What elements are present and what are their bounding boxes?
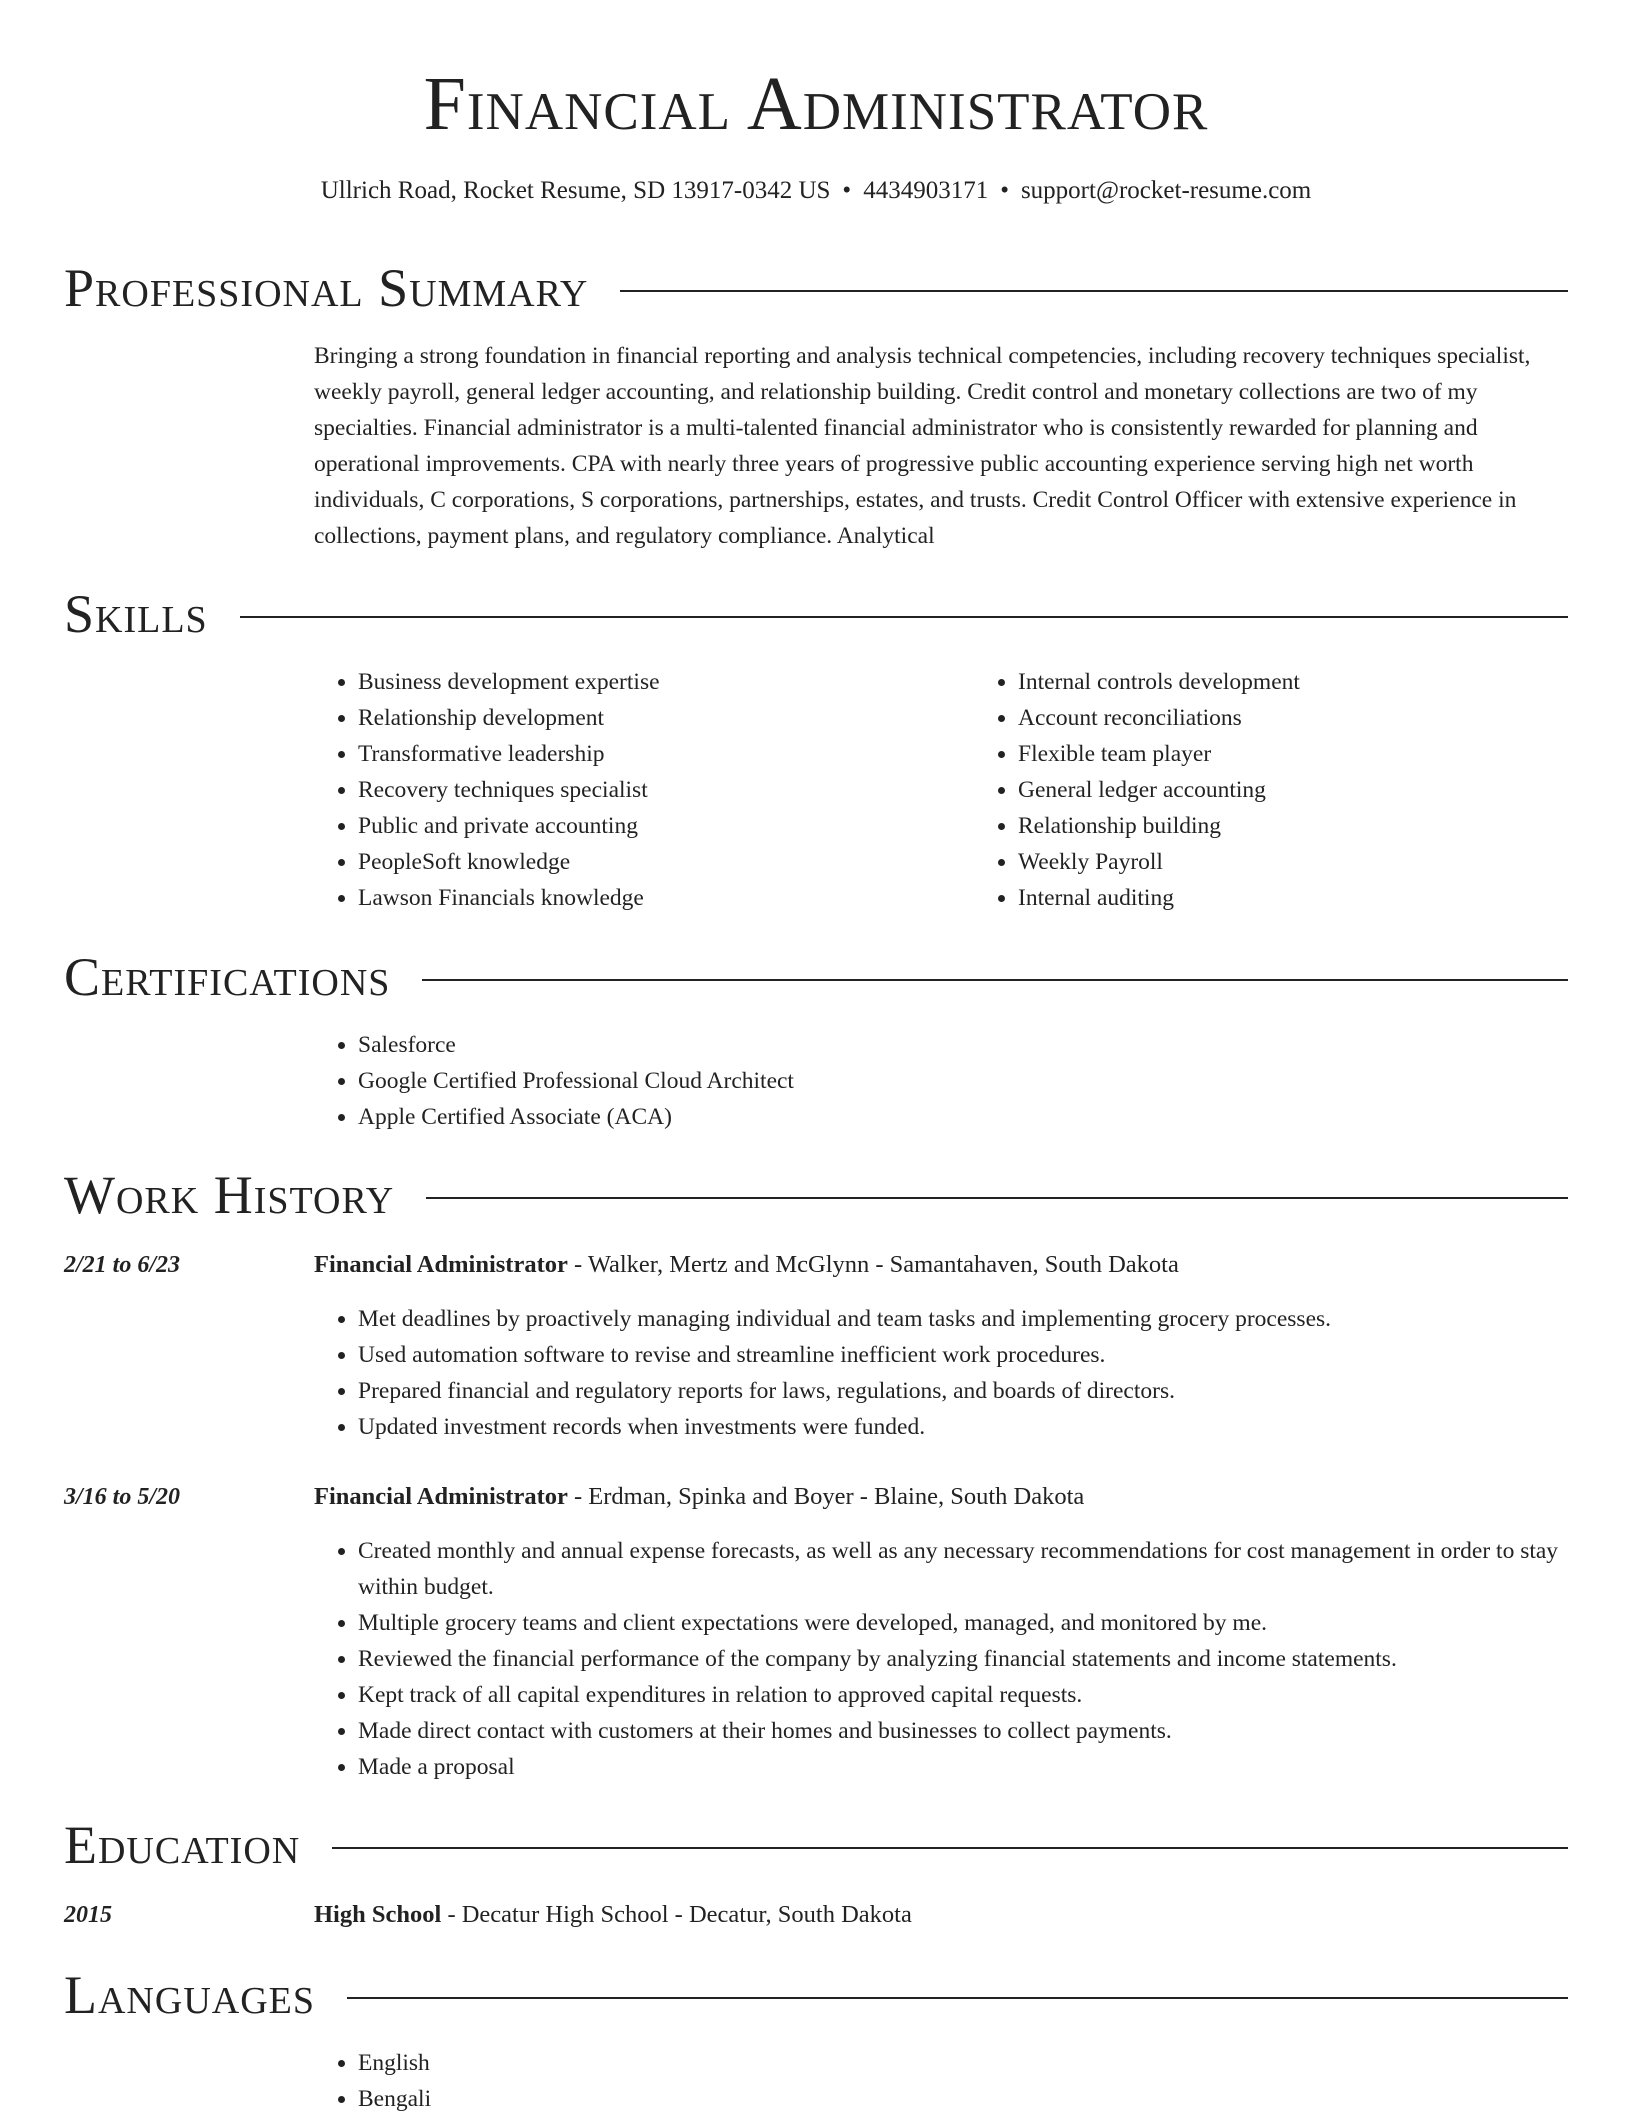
certification-item: • Apple Certified Associate (ACA)	[358, 1099, 1568, 1135]
job-bullet: • Used automation software to revise and streamline inefficient work procedures.	[358, 1337, 1568, 1373]
resume-title: Financial Administrator	[423, 62, 1209, 146]
job-dates: 3/16 to 5/20	[64, 1484, 181, 1510]
contact-address: Ullrich Road, Rocket Resume, SD 13917-0342 US	[320, 177, 831, 204]
education-heading	[314, 1897, 1568, 1933]
languages-list	[314, 2045, 1568, 2117]
certifications-list	[314, 1027, 1568, 1135]
skill-item: • Public and private accounting	[358, 808, 974, 844]
section-divider	[332, 1847, 1568, 1849]
skill-item: • Flexible team player	[1018, 736, 1632, 772]
job-responsibilities	[314, 1301, 1568, 1445]
skill-item: • Business development expertise	[358, 664, 974, 700]
skill-item: • Transformative leadership	[358, 736, 974, 772]
section-heading-label: Work History	[64, 1165, 395, 1225]
skills-column-left	[314, 664, 974, 916]
job-title: Financial Administrator	[314, 1483, 568, 1510]
skill-item: • Weekly Payroll	[1018, 844, 1632, 880]
skills-column-right	[974, 664, 1632, 916]
skill-item: • General ledger accounting	[1018, 772, 1632, 808]
section-heading-label: Languages	[64, 1965, 315, 2025]
section-heading-label: Professional Summary	[64, 258, 589, 318]
section-heading-skills	[64, 584, 1568, 644]
certification-item: • Salesforce	[358, 1027, 1568, 1063]
skill-item: • PeopleSoft knowledge	[358, 844, 974, 880]
job-bullet: • Kept track of all capital expenditures in relation to approved capital requests.	[358, 1677, 1568, 1713]
contact-email: support@rocket-resume.com	[1020, 177, 1312, 204]
contact-separator: •	[1000, 177, 1009, 204]
job-bullet: • Prepared financial and regulatory reports for laws, regulations, and boards of directors.	[358, 1373, 1568, 1409]
skill-item: • Relationship development	[358, 700, 974, 736]
section-divider	[426, 1197, 1568, 1199]
job-bullet: • Multiple grocery teams and client expectations were developed, managed, and monitored by me.	[358, 1605, 1568, 1641]
summary-text: Bringing a strong foundation in financial reporting and analysis technical competencies, including recovery techniques specialist, weekly payroll, general ledger accounting, and relationship building. Credit control and monetary collections are two of my specialties. Financial administrator is a multi-talented financial administrator who is consistently rewarded for planning and operational improvements. CPA with nearly three years of progressive public accounting experience serving high net worth individuals, C corporations, S corporations, partnerships, estates, and trusts. Credit Control Officer with extensive experience in collections, payment plans, and regulatory compliance. Analytical	[314, 343, 1531, 549]
job-title: Financial Administrator	[314, 1251, 568, 1278]
job-bullet: • Made direct contact with customers at their homes and businesses to collect payments.	[358, 1713, 1568, 1749]
section-heading-summary	[64, 258, 1568, 318]
skill-item: • Lawson Financials knowledge	[358, 880, 974, 916]
section-divider	[620, 290, 1568, 292]
job-employer: - Walker, Mertz and McGlynn - Samantahaven, South Dakota	[567, 1251, 1179, 1278]
section-divider	[347, 1997, 1568, 1999]
skills-list	[314, 664, 1568, 916]
education-school: - Decatur High School - Decatur, South Dakota	[441, 1901, 912, 1928]
section-divider	[422, 979, 1568, 981]
job-bullet: • Made a proposal	[358, 1749, 1568, 1785]
section-heading-label: Certifications	[64, 947, 391, 1007]
section-heading-label: Skills	[64, 584, 208, 644]
section-heading-work-history	[64, 1165, 1568, 1225]
job-bullet: • Updated investment records when investments were funded.	[358, 1409, 1568, 1445]
contact-separator: •	[842, 177, 852, 204]
education-degree: High School	[314, 1901, 442, 1928]
section-heading-label: Education	[64, 1815, 301, 1875]
skill-item: • Internal auditing	[1018, 880, 1632, 916]
section-heading-certifications	[64, 947, 1568, 1007]
skill-item: • Recovery techniques specialist	[358, 772, 974, 808]
languages-block	[314, 2045, 1568, 2117]
section-divider	[240, 616, 1568, 618]
contact-line	[0, 174, 1632, 208]
job-bullet: • Reviewed the financial performance of the company by analyzing financial statements and income statements.	[358, 1641, 1568, 1677]
language-item: • English	[358, 2045, 1568, 2081]
job-bullet: • Met deadlines by proactively managing individual and team tasks and implementing grocery processes.	[358, 1301, 1568, 1337]
contact-phone: 4434903171	[863, 177, 989, 204]
language-item: • Bengali	[358, 2081, 1568, 2117]
education-year: 2015	[64, 1902, 112, 1928]
job-bullet: • Created monthly and annual expense forecasts, as well as any necessary recommendations for cost management in order to stay within budget.	[358, 1533, 1568, 1605]
job-responsibilities	[314, 1533, 1568, 1785]
certification-item: • Google Certified Professional Cloud Architect	[358, 1063, 1568, 1099]
skill-item: • Account reconciliations	[1018, 700, 1632, 736]
job-heading	[314, 1479, 1568, 1515]
job-heading	[314, 1247, 1568, 1283]
section-heading-education	[64, 1815, 1568, 1875]
job-bullet-list	[314, 1301, 1568, 1445]
section-heading-languages	[64, 1965, 1568, 2025]
summary-block	[314, 338, 1568, 554]
skill-item: • Relationship building	[1018, 808, 1632, 844]
skill-item: • Internal controls development	[1018, 664, 1632, 700]
job-employer: - Erdman, Spinka and Boyer - Blaine, South Dakota	[567, 1483, 1085, 1510]
certifications-block	[314, 1027, 1568, 1135]
job-bullet-list	[314, 1533, 1568, 1785]
job-dates: 2/21 to 6/23	[64, 1252, 181, 1278]
